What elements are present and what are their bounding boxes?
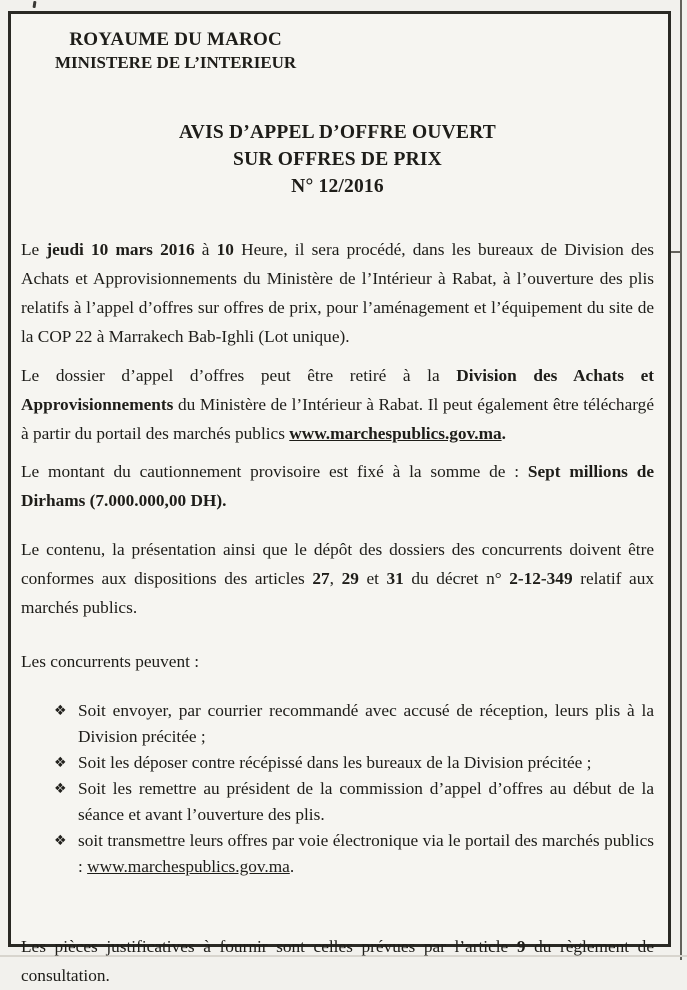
notice-title (21, 119, 654, 200)
notice-title-line1: AVIS D’APPEL D’OFFRE OUVERT (179, 122, 496, 143)
letterhead (55, 28, 296, 74)
list-intro: Les concurrents peuvent : (21, 652, 200, 671)
list-item-remettre (54, 776, 654, 828)
paragraph-decret: Le contenu, la présentation ainsi que le dépôt des dossiers des concurrents doivent être conformes aux dispositions des articles 27, 29 et 31 du décret n° 2-12-349 relatif aux marchés publics. (21, 540, 654, 617)
notice-title-number: N° 12/2016 (291, 176, 384, 197)
submission-options-list (21, 698, 654, 880)
paragraph-cautionnement: Le montant du cautionnement provisoire est fixé à la somme de : Sept millions de Dirhams (7.000.000,00 DH). (21, 462, 654, 510)
list-item-text: Soit envoyer, par courrier recommandé avec accusé de réception, leurs plis à la Division précitée ; (78, 701, 654, 746)
diamond-bullet-icon: ❖ (54, 703, 67, 719)
list-item-text: Soit les déposer contre récépissé dans les bureaux de la Division précitée ; (78, 753, 592, 772)
list-item-text: Soit les remettre au président de la commission d’appel d’offres au début de la séance et avant l’ouverture des plis. (78, 779, 654, 824)
paragraph-dossier-retrait: Le dossier d’appel d’offres peut être retiré à la Division des Achats et Approvisionnements du Ministère de l’Intérieur à Rabat. Il peut également être téléchargé à partir du portail des marchés publics www.marchespublics.gov.ma. (21, 366, 655, 443)
scan-artifact (33, 1, 37, 8)
diamond-bullet-icon: ❖ (54, 781, 67, 797)
diamond-bullet-icon: ❖ (54, 755, 67, 771)
document-border-frame (8, 11, 671, 985)
page-edge-tick (670, 251, 681, 253)
diamond-bullet-icon: ❖ (54, 833, 67, 849)
list-item-transmettre (54, 828, 654, 880)
document-content (11, 14, 668, 985)
paragraph-opening-session: Le jeudi 10 mars 2016 à 10 Heure, il sera procédé, dans les bureaux de Division des Achats et Approvisionnements du Ministère de l’Intérieur à Rabat, à l’ouverture des plis relatifs à l’appel d’offres sur offres de prix, pour l’aménagement et l’équipement du site de la COP 22 à Marrakech Bab-Ighli (Lot unique). (21, 240, 655, 346)
list-item-envoyer (54, 698, 654, 750)
list-item-text: soit transmettre leurs offres par voie électronique via le portail des marchés publics : www.marchespublics.gov.ma. (78, 831, 654, 876)
notice-title-line2: SUR OFFRES DE PRIX (233, 149, 442, 170)
paragraph-closing: Les pièces justificatives à fournir sont celles prévues par l’article 9 du règlement de consultation. (21, 937, 654, 985)
page-edge-line (680, 0, 682, 960)
list-item-deposer (54, 750, 654, 776)
country-title: ROYAUME DU MAROC (69, 29, 282, 50)
ministry-title: MINISTERE DE L’INTERIEUR (55, 53, 297, 72)
